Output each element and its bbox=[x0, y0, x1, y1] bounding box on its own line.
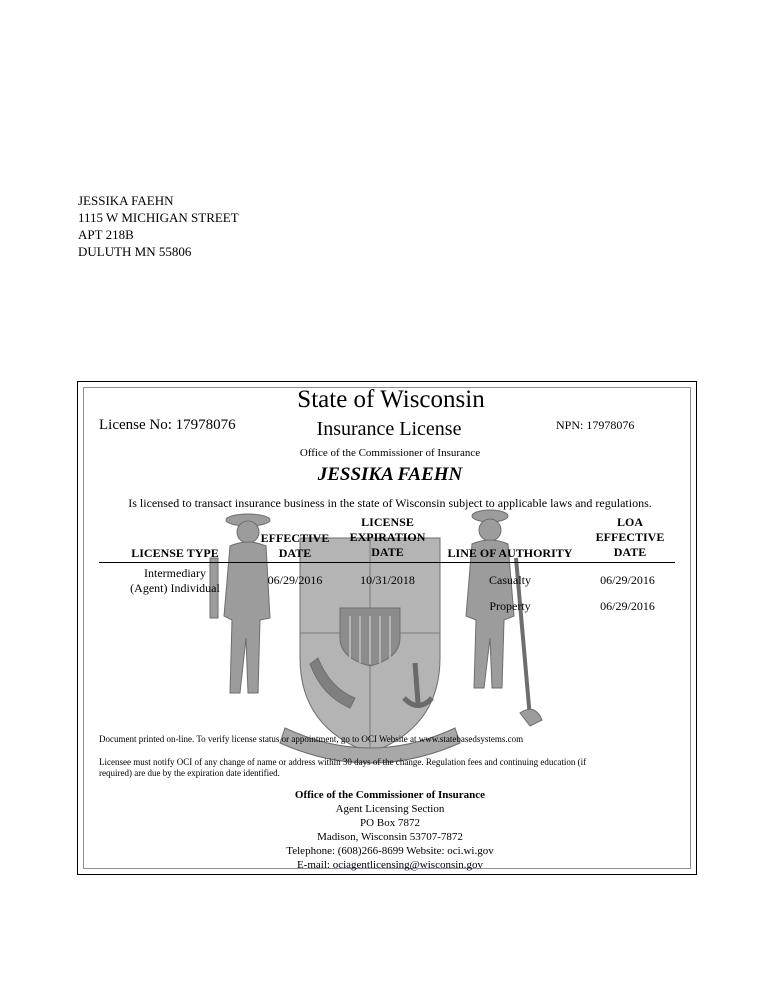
loa-date-casualty: 06/29/2016 bbox=[600, 573, 655, 587]
footer-email: E-mail: ociagentlicensing@wisconsin.gov bbox=[296, 859, 484, 871]
address-apt: APT 218B bbox=[78, 227, 134, 242]
header-line-of-authority: LINE OF AUTHORITY bbox=[447, 546, 573, 560]
header-effective-date: EFFECTIVE DATE bbox=[260, 531, 330, 560]
licensee-name: JESSIKA FAEHN bbox=[317, 464, 463, 485]
header-loa-effective-date: LOA EFFECTIVE DATE bbox=[595, 515, 665, 559]
license-number: License No: 17978076 bbox=[99, 417, 236, 433]
printed-note: Document printed on-line. To verify license status or appointment, go to OCI Website at www.statebasedsystems.com bbox=[99, 734, 524, 744]
address-name: JESSIKA FAEHN bbox=[78, 193, 174, 208]
license-type-cell: Intermediary (Agent) Individual bbox=[130, 566, 220, 595]
license-title: Insurance License bbox=[316, 418, 462, 440]
license-statement: Is licensed to transact insurance business in the state of Wisconsin subject to applicable laws and regulations. bbox=[128, 496, 652, 510]
notify-note: Licensee must notify OCI of any change of name or address within 30 days of the change. Regulation fees and continuing education (if required) are due by the expiration date identified. bbox=[99, 757, 587, 778]
footer-office-address bbox=[286, 788, 493, 872]
office-title: Office of the Commissioner of Insurance bbox=[299, 447, 481, 459]
footer-telephone: Telephone: (608)266-8699 Website: oci.wi.gov bbox=[286, 845, 494, 857]
address-city-state-zip: DULUTH MN 55806 bbox=[78, 244, 192, 259]
header-expiration-date: LICENSE EXPIRATION DATE bbox=[349, 515, 426, 559]
address-street: 1115 W MICHIGAN STREET bbox=[78, 210, 239, 225]
effective-date-cell: 06/29/2016 bbox=[267, 573, 323, 587]
footer-office: Office of the Commissioner of Insurance bbox=[294, 789, 486, 801]
footer-po-box: PO Box 7872 bbox=[360, 817, 420, 829]
loa-date-property: 06/29/2016 bbox=[600, 599, 655, 613]
footer-city: Madison, Wisconsin 53707-7872 bbox=[317, 831, 463, 843]
npn-number: NPN: 17978076 bbox=[556, 418, 635, 432]
header-license-type: LICENSE TYPE bbox=[131, 546, 219, 560]
state-title: State of Wisconsin bbox=[297, 386, 485, 413]
footer-section: Agent Licensing Section bbox=[335, 803, 445, 815]
authority-line-property: Property bbox=[489, 599, 531, 613]
expiration-date-cell: 10/31/2018 bbox=[360, 573, 415, 587]
mailing-address bbox=[78, 192, 239, 260]
table-header-rule bbox=[99, 562, 675, 563]
authority-line-casualty: Casualty bbox=[489, 573, 531, 587]
